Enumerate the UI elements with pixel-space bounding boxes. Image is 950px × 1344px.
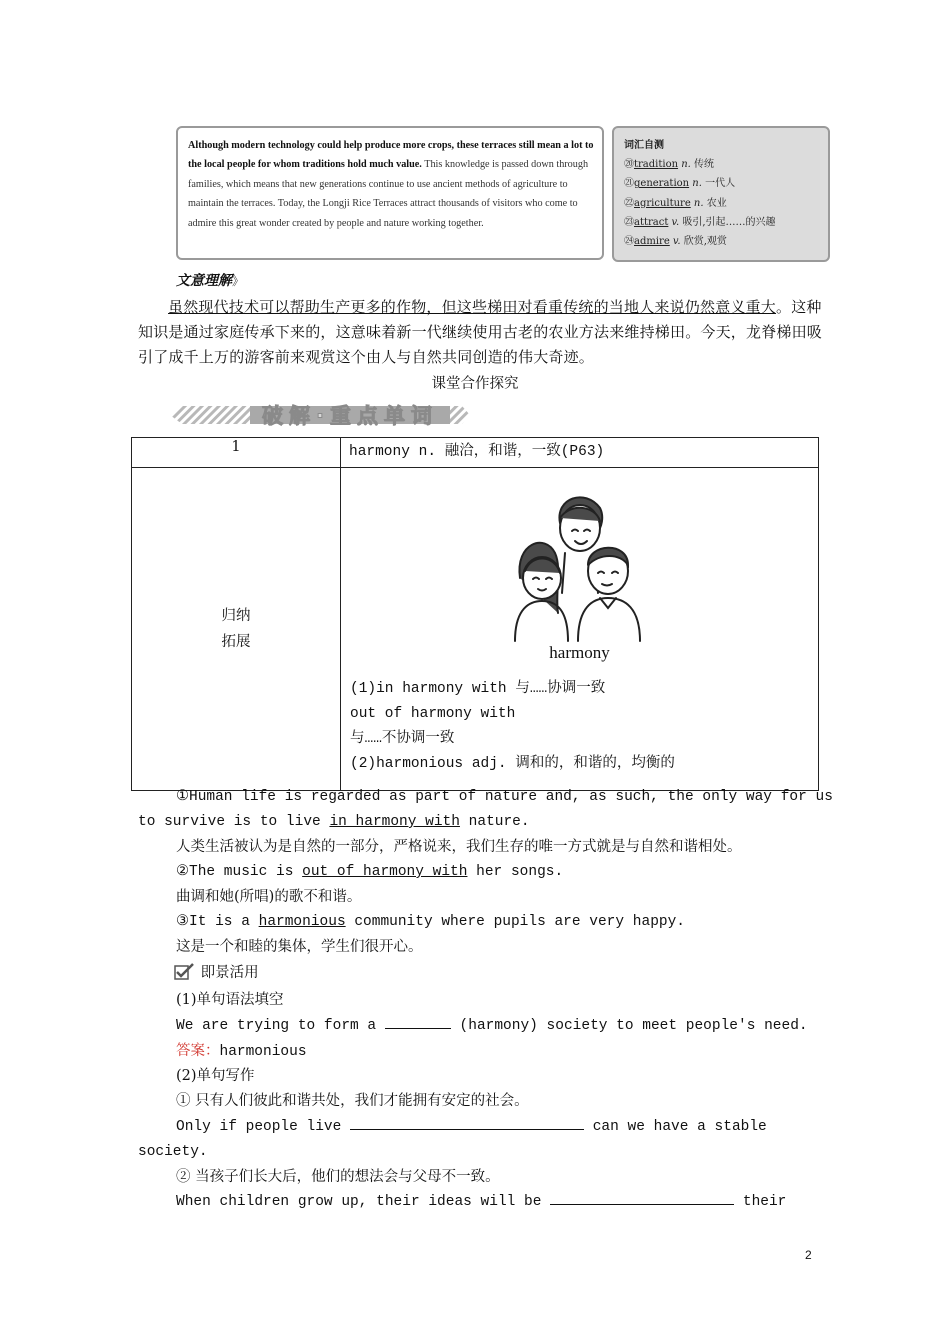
answer-blank[interactable] — [350, 1115, 584, 1130]
vocab-pos: n. — [690, 197, 707, 209]
vocab-word: generation — [634, 178, 690, 190]
vocab-title: 词汇自测 — [624, 140, 664, 151]
answer-blank[interactable] — [550, 1190, 734, 1205]
vocab-pos: v. — [669, 236, 684, 248]
vocab-number: ㉔ — [624, 236, 634, 248]
understanding-paragraph — [138, 295, 828, 370]
practice-part-1: (1)单句语法填空 — [176, 992, 284, 1008]
reading-passage-box — [176, 126, 604, 260]
answer-value: harmonious — [219, 1044, 307, 1060]
vocab-item — [624, 213, 818, 232]
understanding-underlined: 虽然现代技术可以帮助生产更多的作物，但这些梯田对看重传统的当地人来说仍然意义重大 — [168, 298, 777, 316]
vocab-pos: n. — [689, 178, 706, 190]
banner-title: 破解·重点单词 — [262, 404, 438, 428]
question-2-cn: ① 只有人们彼此和谐共处，我们才能拥有安定的社会。 — [176, 1093, 529, 1109]
word-table — [131, 437, 819, 791]
vocab-meaning: 农业 — [706, 197, 727, 209]
family-illustration — [500, 483, 660, 643]
vocab-pos: v. — [668, 216, 683, 228]
vocab-meaning: 欣赏,观赏 — [683, 236, 727, 248]
side-label: 归纳 拓展 — [132, 468, 341, 791]
vocab-word: tradition — [634, 159, 679, 171]
chevron-right-icon: 》 — [232, 274, 245, 288]
rule-line-1: (1)in harmony with 与……协调一致 — [350, 681, 606, 697]
vocab-list — [624, 155, 818, 251]
image-caption: harmony — [549, 643, 610, 662]
rule-line-4: (2)harmonious adj. 调和的，和谐的，均衡的 — [350, 756, 675, 772]
rule-line-3: 与……不协调一致 — [350, 731, 455, 747]
vocab-self-test-box — [612, 126, 830, 262]
understanding-title: 文意理解》 — [176, 273, 245, 289]
vocab-pos: n. — [678, 159, 695, 171]
example-3: ③It is a harmonious community where pupils are very happy. — [176, 914, 685, 930]
word-detail — [341, 468, 819, 791]
vocab-item — [624, 155, 818, 174]
passage-bold-text: Although modern technology could help produce more crops, these terraces still mean a lot to the local people for whom traditions hold much value. — [188, 140, 594, 171]
vocab-meaning: 吸引,引起……的兴趣 — [682, 216, 776, 228]
example-1-cn: 人类生活被认为是自然的一部分，严格说来，我们生存的唯一方式就是与自然和谐相处。 — [176, 839, 742, 855]
word-header: harmony n. 融洽，和谐，一致(P63) — [341, 438, 819, 468]
vocab-word: agriculture — [634, 197, 691, 209]
question-2: Only if people live can we have a stable — [176, 1115, 767, 1140]
vocab-word: attract — [634, 216, 669, 228]
practice-part-2: (2)单句写作 — [176, 1068, 255, 1084]
practice-title: 即景活用 — [174, 961, 259, 986]
answer-blank[interactable] — [385, 1014, 451, 1029]
vocab-number: ⑳ — [624, 159, 634, 171]
question-3: When children grow up, their ideas will be their — [176, 1190, 786, 1215]
checkmark-icon — [174, 962, 196, 980]
example-2: ②The music is out of harmony with her songs. — [176, 864, 564, 880]
vocab-number: ㉑ — [624, 178, 634, 190]
question-2-end: society. — [138, 1144, 208, 1160]
vocab-word: admire — [634, 236, 670, 248]
example-1-line-b: to survive is to live in harmony with nature. — [138, 814, 530, 830]
example-1-line-a: ①Human life is regarded as part of nature and, as such, the only way for us — [176, 789, 833, 805]
vocab-item — [624, 174, 818, 193]
understanding-rest: 。这种知识是通过家庭传承下来的，这意味着新一代继续使用古老的农业方法来维持梯田。今天，龙脊梯田吸引了成千上万的游客前来观赏这个由人与自然共同创造的伟大奇迹。 — [138, 298, 823, 366]
question-3-cn: ② 当孩子们长大后，他们的想法会与父母不一致。 — [176, 1169, 500, 1185]
example-3-cn: 这是一个和睦的集体，学生们很开心。 — [176, 939, 423, 955]
answer-line — [176, 1039, 307, 1065]
vocab-number: ㉓ — [624, 216, 634, 228]
vocab-meaning: 传统 — [694, 159, 715, 171]
rule-line-2: out of harmony with — [350, 706, 516, 722]
page-number: 2 — [805, 1248, 812, 1262]
vocab-item — [624, 232, 818, 251]
example-2-cn: 曲调和她(所唱)的歌不和谐。 — [176, 889, 362, 905]
question-1: We are trying to form a (harmony) society to meet people's need. — [176, 1014, 808, 1039]
vocab-item — [624, 194, 818, 213]
vocab-number: ㉒ — [624, 197, 634, 209]
answer-label: 答案： — [176, 1043, 220, 1059]
word-number: 1 — [132, 438, 341, 468]
vocab-meaning: 一代人 — [705, 178, 736, 190]
passage-rest-text: This knowledge is passed down through families, which means that new generations continue to use ancient methods of agriculture to maintain the terraces. Today, the Longji Rice Terraces attract thousands of visitors who come to admire this great wonder created by people and nature working together. — [188, 159, 589, 229]
section-heading: 课堂合作探究 — [431, 376, 519, 392]
